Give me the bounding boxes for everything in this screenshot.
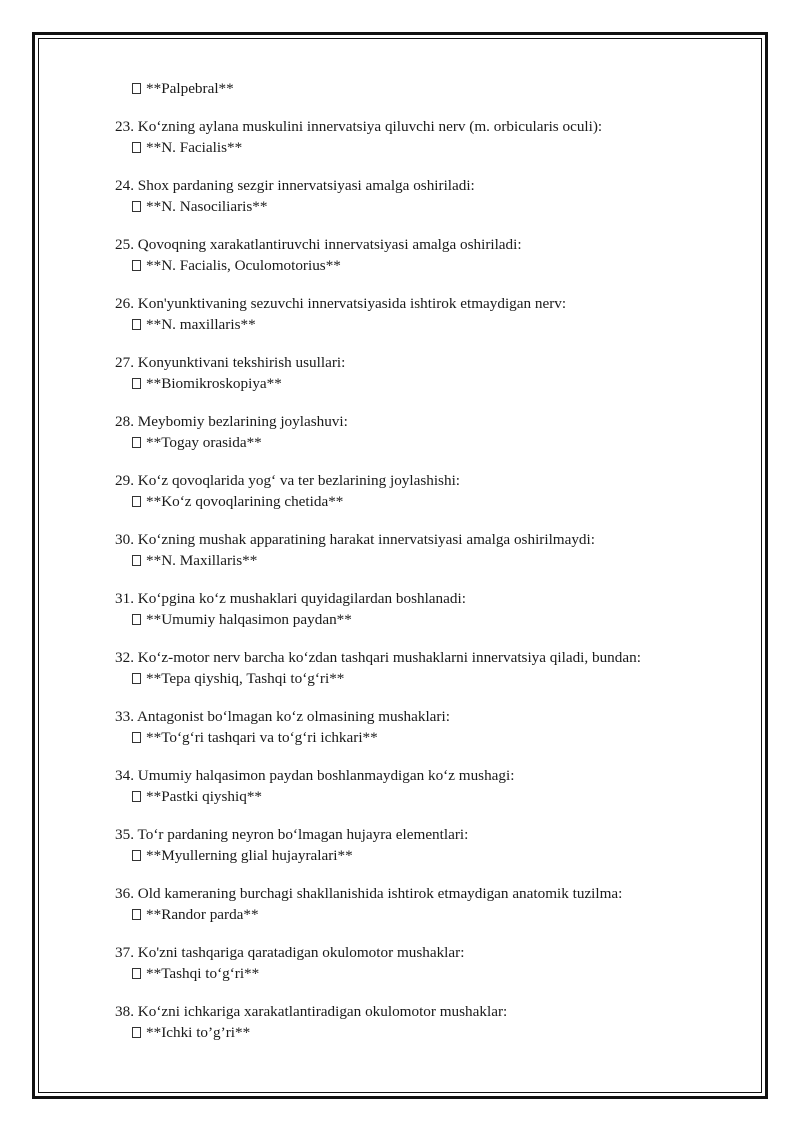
question-text: 24. Shox pardaning sezgir innervatsiyasi amalga oshiriladi: (115, 177, 475, 194)
list-item (115, 529, 735, 571)
list-item (115, 1001, 735, 1043)
answer-text: **Randor parda** (146, 906, 259, 923)
answer-line (115, 1022, 735, 1043)
list-item (115, 175, 735, 217)
answer-line (115, 609, 735, 630)
answer-text: **Togay orasida** (146, 434, 262, 451)
question-text: 26. Kon'yunktivaning sezuvchi innervatsiyasida ishtirok etmaydigan nerv: (115, 295, 567, 312)
checkbox-icon (132, 968, 141, 979)
list-item (115, 116, 735, 158)
list-item (115, 234, 735, 276)
question-text: 29. Ko‘z qovoqlarida yog‘ va ter bezlarining joylashishi: (115, 472, 461, 489)
answer-line (115, 373, 735, 394)
answer-text: **Biomikroskopiya** (146, 375, 282, 392)
answer-line (115, 668, 735, 689)
list-item (115, 293, 735, 335)
answer-line (115, 904, 735, 925)
question-text: 27. Konyunktivani tekshirish usullari: (115, 354, 346, 371)
answer-text: **Ko‘z qovoqlarining chetida** (146, 493, 344, 510)
answer-line (115, 255, 735, 276)
checkbox-icon (132, 83, 141, 94)
checkbox-icon (132, 732, 141, 743)
answer-line (115, 432, 735, 453)
checkbox-icon (132, 1027, 141, 1038)
answer-line (115, 137, 735, 158)
checkbox-icon (132, 673, 141, 684)
list-item (115, 411, 735, 453)
question-text: 36. Old kameraning burchagi shakllanishida ishtirok etmaydigan anatomik tuzilma: (115, 885, 623, 902)
checkbox-icon (132, 614, 141, 625)
answer-text: **Palpebral** (146, 80, 234, 97)
checkbox-icon (132, 319, 141, 330)
list-item (115, 470, 735, 512)
question-text: 37. Ko'zni tashqariga qaratadigan okulomotor mushaklar: (115, 944, 465, 961)
checkbox-icon (132, 142, 141, 153)
answer-line (115, 845, 735, 866)
checkbox-icon (132, 378, 141, 389)
answer-text: **Tepa qiyshiq, Tashqi to‘g‘ri** (146, 670, 345, 687)
checkbox-icon (132, 555, 141, 566)
question-text: 33. Antagonist bo‘lmagan ko‘z olmasining mushaklari: (115, 708, 450, 725)
list-item (115, 588, 735, 630)
checkbox-icon (132, 791, 141, 802)
list-item (115, 352, 735, 394)
answer-text: **Tashqi to‘g‘ri** (146, 965, 260, 982)
answer-line (115, 196, 735, 217)
answer-text: **Umumiy halqasimon paydan** (146, 611, 352, 628)
answer-text: **Pastki qiyshiq** (146, 788, 263, 805)
answer-text: **N. maxillaris** (146, 316, 256, 333)
answer-line (115, 963, 735, 984)
list-item (115, 883, 735, 925)
question-text: 25. Qovoqning xarakatlantiruvchi innervatsiyasi amalga oshiriladi: (115, 236, 522, 253)
question-text: 32. Ko‘z-motor nerv barcha ko‘zdan tashqari mushaklarni innervatsiya qiladi, bundan: (115, 649, 641, 666)
list-item (115, 942, 735, 984)
answer-text: **To‘g‘ri tashqari va to‘g‘ri ichkari** (146, 729, 378, 746)
answer-text: **Myullerning glial hujayralari** (146, 847, 353, 864)
answer-line (115, 550, 735, 571)
question-text: 35. To‘r pardaning neyron bo‘lmagan hujayra elementlari: (115, 826, 469, 843)
question-text: 30. Ko‘zning mushak apparatining harakat innervatsiyasi amalga oshirilmaydi: (115, 531, 595, 548)
list-item (115, 765, 735, 807)
answer-line (115, 727, 735, 748)
list-item (115, 78, 735, 99)
answer-line (115, 491, 735, 512)
answer-line (115, 78, 735, 99)
question-text: 34. Umumiy halqasimon paydan boshlanmaydigan ko‘z mushagi: (115, 767, 515, 784)
question-text: 31. Ko‘pgina ko‘z mushaklari quyidagilardan boshlanadi: (115, 590, 466, 607)
list-item (115, 706, 735, 748)
list-item (115, 647, 735, 689)
checkbox-icon (132, 201, 141, 212)
question-text: 28. Meybomiy bezlarining joylashuvi: (115, 413, 348, 430)
checkbox-icon (132, 496, 141, 507)
answer-text: **Ichki to’g’ri** (146, 1024, 251, 1041)
answer-line (115, 314, 735, 335)
list-item (115, 824, 735, 866)
checkbox-icon (132, 437, 141, 448)
question-text: 23. Ko‘zning aylana muskulini innervatsiya qiluvchi nerv (m. orbicularis oculi): (115, 118, 603, 135)
answer-line (115, 786, 735, 807)
question-text: 38. Ko‘zni ichkariga xarakatlantiradigan okulomotor mushaklar: (115, 1003, 508, 1020)
checkbox-icon (132, 909, 141, 920)
question-list (115, 78, 735, 1060)
answer-text: **N. Nasociliaris** (146, 198, 268, 215)
answer-text: **N. Facialis** (146, 139, 243, 156)
answer-text: **N. Facialis, Oculomotorius** (146, 257, 341, 274)
answer-text: **N. Maxillaris** (146, 552, 258, 569)
checkbox-icon (132, 260, 141, 271)
checkbox-icon (132, 850, 141, 861)
